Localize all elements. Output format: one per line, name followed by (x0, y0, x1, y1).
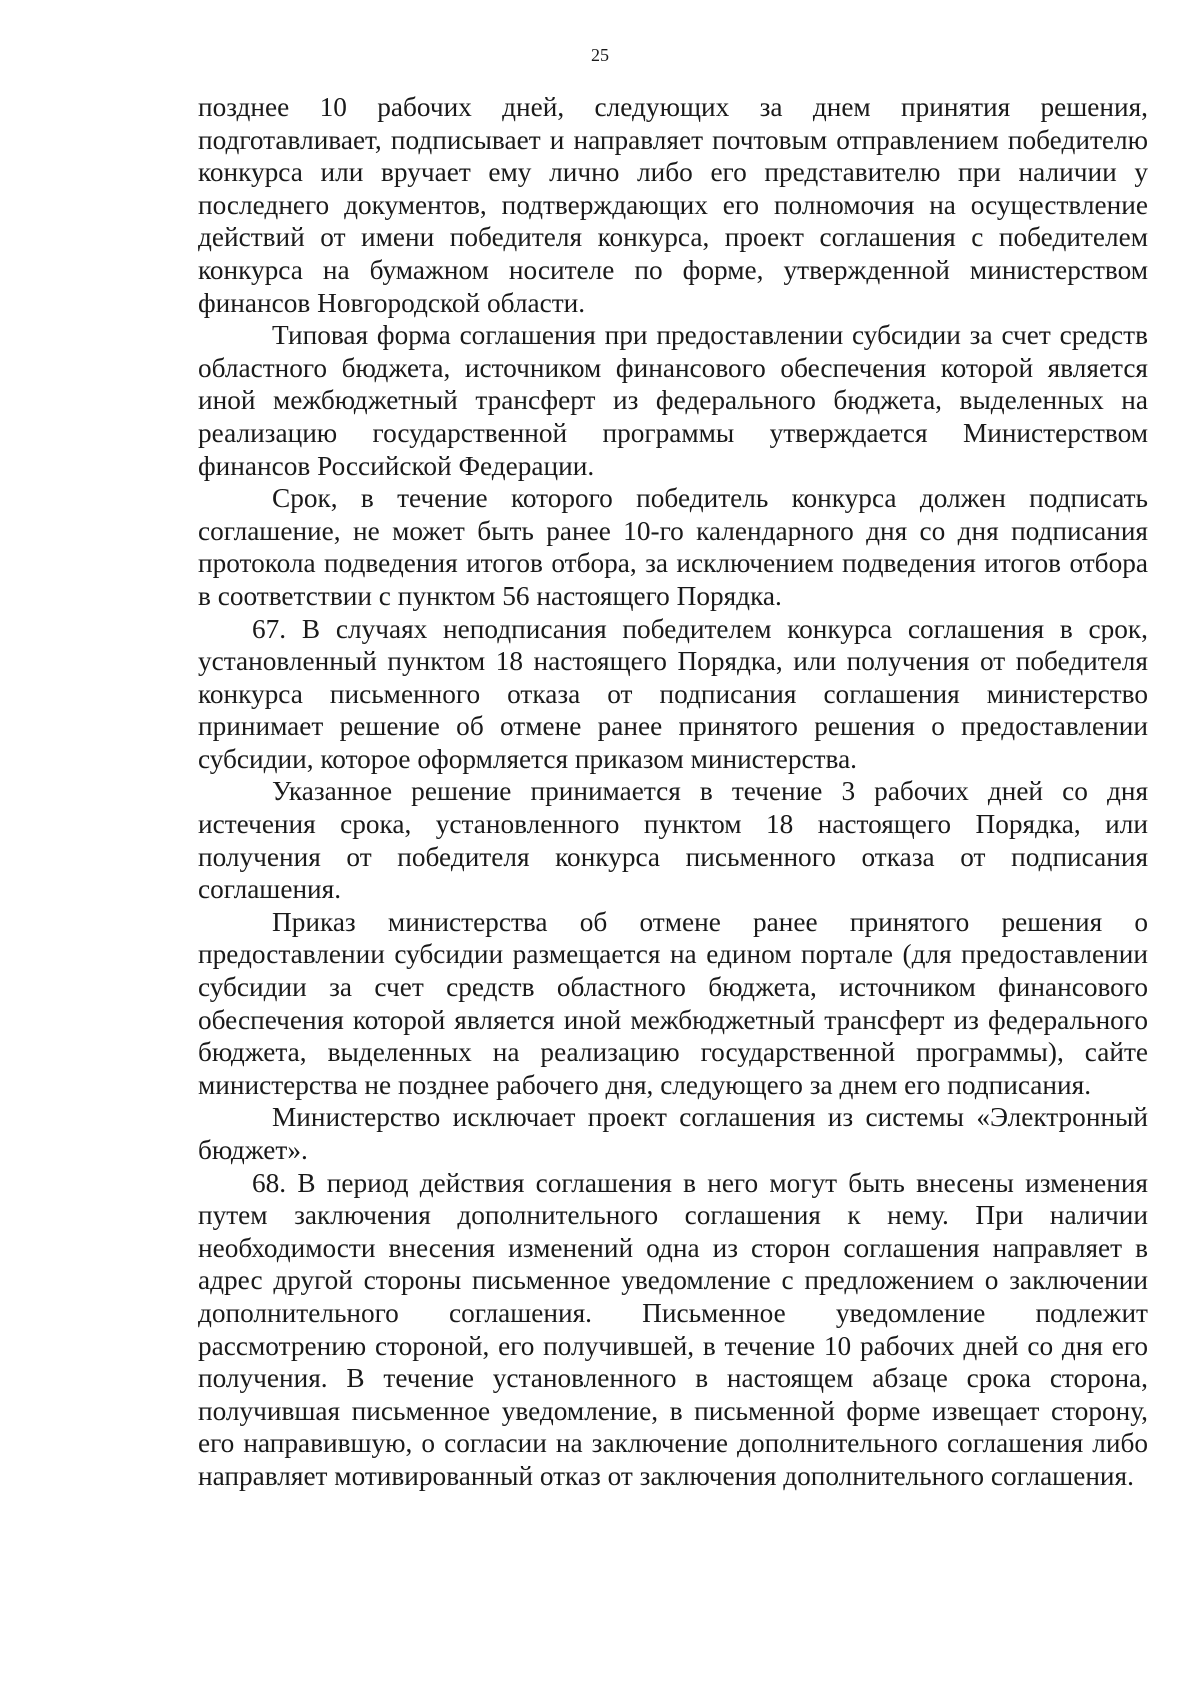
paragraph-item-67: 67. В случаях неподписания победителем конкурса соглашения в срок, установленный пунктом 18 настоящего Порядка, или получения от победителя конкурса письменного отказа от подписания соглашения министерство принимает решение об отмене ранее принятого решения о предоставлении субсидии, которое оформляется приказом министерства. (198, 613, 1148, 774)
paragraph-decision-term: Указанное решение принимается в течение 3 рабочих дней со дня истечения срока, установленного пунктом 18 настоящего Порядка, или получения от победителя конкурса письменного отказа от подписания соглашения. (198, 776, 1148, 905)
paragraph-standard-form: Типовая форма соглашения при предоставлении субсидии за счет средств областного бюджета, источником финансового обеспечения которой является иной межбюджетный трансферт из федерального бюджета, выделенных на реализацию государственной программы утверждается Министерством финансов Российской Федерации. (198, 320, 1148, 481)
paragraph-continuation: позднее 10 рабочих дней, следующих за днем принятия решения, подготавливает, подписывает и направляет почтовым отправлением победителю конкурса или вручает ему лично либо его представителю при наличии у последнего документов, подтверждающих его полномочия на осуществление действий от имени победителя конкурса, проект соглашения с победителем конкурса на бумажном носителе по форме, утвержденной министерством финансов Новгородской области. (198, 92, 1148, 318)
document-body (198, 91, 1148, 1493)
paragraph-signing-term: Срок, в течение которого победитель конкурса должен подписать соглашение, не может быть ранее 10-го календарного дня со дня подписания протокола подведения итогов отбора, за исключением подведения итогов отбора в соответствии с пунктом 56 настоящего Порядка. (198, 483, 1148, 611)
page-number: 25 (591, 45, 609, 65)
paragraph-item-68: 68. В период действия соглашения в него могут быть внесены изменения путем заключения дополнительного соглашения к нему. При наличии необходимости внесения изменений одна из сторон соглашения направляет в адрес другой стороны письменное уведомление с предложением о заключении дополнительного соглашения. Письменное уведомление подлежит рассмотрению стороной, его получившей, в течение 10 рабочих дней со дня его получения. В течение установленного в настоящем абзаце срока сторона, получившая письменное уведомление, в письменной форме извещает сторону, его направившую, о согласии на заключение дополнительного соглашения либо направляет мотивированный отказ от заключения дополнительного соглашения. (198, 1167, 1148, 1491)
paragraph-order-publication: Приказ министерства об отмене ранее принятого решения о предоставлении субсидии размещается на едином портале (для предоставлении субсидии за счет средств областного бюджета, источником финансового обеспечения которой является иной межбюджетный трансферт из федерального бюджета, выделенных на реализацию государственной программы), сайте министерства не позднее рабочего дня, следующего за днем его подписания. (198, 906, 1148, 1100)
paragraph-exclusion: Министерство исключает проект соглашения из системы «Электронный бюджет». (198, 1102, 1148, 1165)
